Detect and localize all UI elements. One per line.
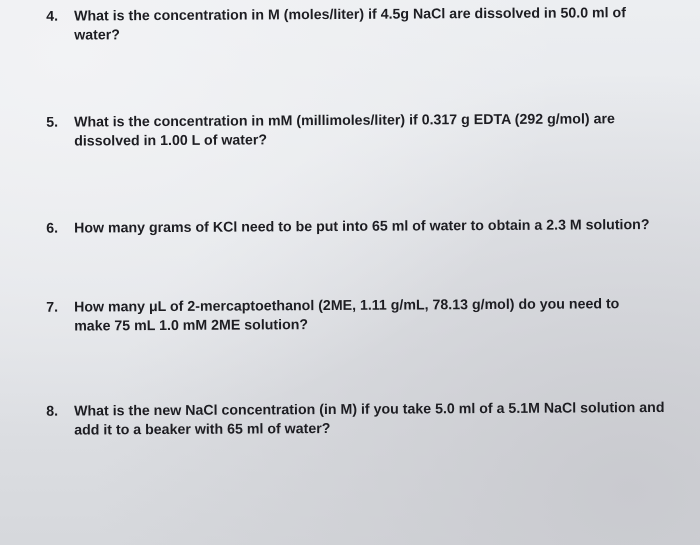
question-7 (0, 295, 700, 335)
question-line: water? (74, 27, 120, 44)
question-line: What is the new NaCl concentration (in M) if you take 5.0 ml of a 5.1M NaCl solution and (74, 399, 665, 420)
question-number: 6. (46, 220, 59, 237)
question-line: make 75 mL 1.0 mM 2ME solution? (74, 317, 309, 335)
question-text (74, 110, 664, 152)
question-8 (0, 399, 700, 439)
question-6 (0, 216, 700, 237)
question-5 (0, 110, 700, 150)
question-number: 7. (46, 299, 59, 316)
question-line: How many grams of KCl need to be put into 65 ml of water to obtain a 2.3 M solution? (74, 217, 650, 237)
question-text (74, 4, 664, 46)
question-text (74, 216, 664, 239)
question-text (74, 399, 664, 441)
question-number: 5. (46, 114, 59, 131)
question-text (74, 295, 664, 337)
question-line: add it to a beaker with 65 ml of water? (74, 420, 331, 439)
question-number: 8. (46, 403, 59, 420)
question-line: How many μL of 2-mercaptoethanol (2ME, 1.11 g/mL, 78.13 g/mol) do you need to (74, 296, 620, 316)
question-number: 4. (46, 8, 59, 25)
question-line: What is the concentration in mM (millimoles/liter) if 0.317 g EDTA (292 g/mol) are (74, 111, 615, 131)
question-line: What is the concentration in M (moles/liter) if 4.5g NaCl are dissolved in 50.0 ml of (74, 5, 626, 25)
question-4 (0, 4, 700, 44)
question-line: dissolved in 1.00 L of water? (74, 132, 268, 150)
